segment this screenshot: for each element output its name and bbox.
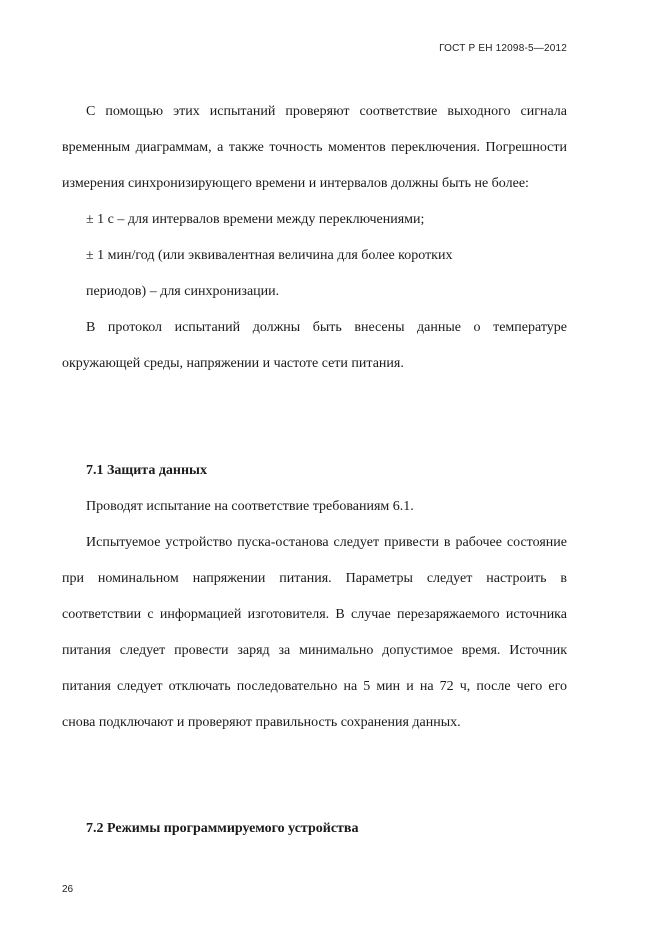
paragraph-test-purpose: С помощью этих испытаний проверяют соответствие выходного сигнала временным диаграммам, а также точность моментов переключения. Погрешности измерения синхронизирующего времени и интервалов должны быть не более: bbox=[62, 104, 567, 191]
section-heading-data-protection: 7.1 Защита данных bbox=[86, 463, 207, 478]
list-item-sync-error-line2: периодов) – для синхронизации. bbox=[86, 284, 280, 299]
section-intro bbox=[62, 94, 567, 382]
list-item-sync-error-line1: ± 1 мин/год (или эквивалентная величина для более коротких bbox=[86, 248, 453, 263]
paragraph-requirements-ref: Проводят испытание на соответствие требованиям 6.1. bbox=[86, 499, 414, 514]
page-number: 26 bbox=[62, 884, 74, 895]
paragraph-data-protection-procedure: Испытуемое устройство пуска-останова следует привести в рабочее состояние при номинальном напряжении питания. Параметры следует настроить в соответствии с информацией изготовителя. В случае перезаряжаемого источника питания следует провести заряд за минимально допустимое время. Источник питания следует отключать последовательно на 5 мин и на 72 ч, после чего его снова подключают и проверяют правильность сохранения данных. bbox=[62, 535, 567, 730]
document-header-id: ГОСТ Р ЕН 12098-5—2012 bbox=[439, 43, 567, 54]
list-item-interval-error: ± 1 с – для интервалов времени между переключениями; bbox=[86, 212, 425, 227]
section-heading-programmable-modes: 7.2 Режимы программируемого устройства bbox=[86, 821, 359, 836]
paragraph-test-report: В протокол испытаний должны быть внесены данные о температуре окружающей среды, напряжении и частоте сети питания. bbox=[62, 320, 567, 371]
section-7-2 bbox=[62, 811, 567, 847]
section-7-1 bbox=[62, 453, 567, 741]
